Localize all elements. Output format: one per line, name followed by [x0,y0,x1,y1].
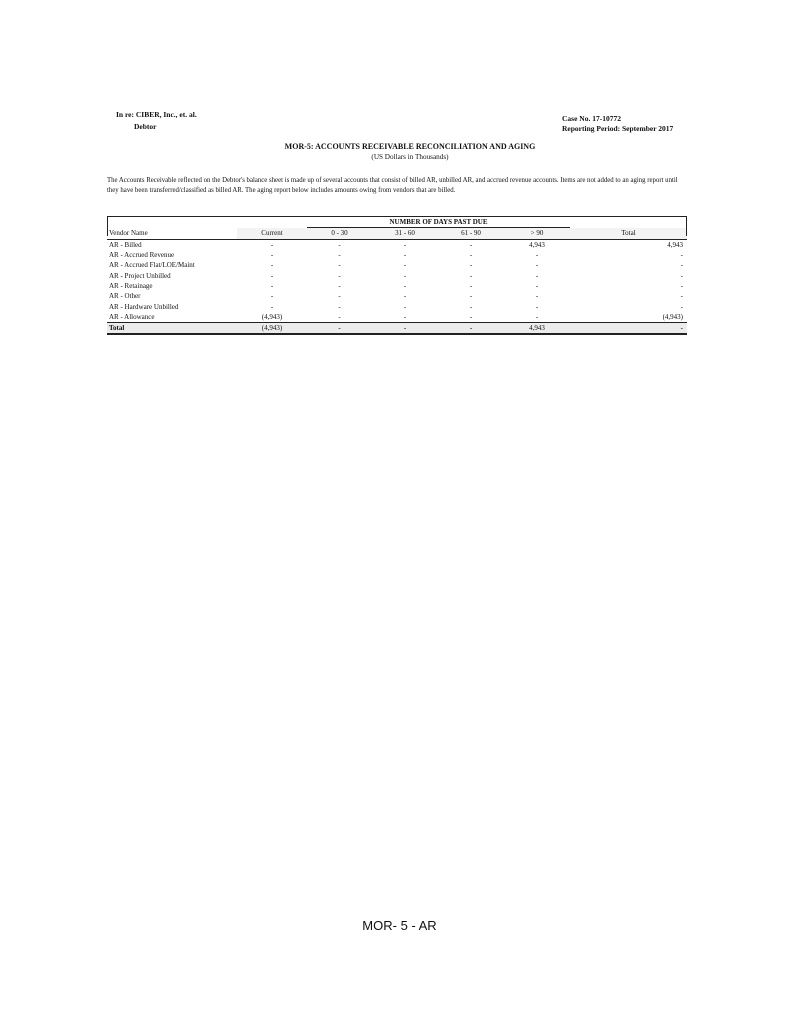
days-31-60-cell: - [403,292,407,301]
days-61-90-cell: - [469,312,473,321]
reporting-period: Reporting Period: September 2017 [562,124,674,133]
page-title: MOR-5: ACCOUNTS RECEIVABLE RECONCILIATION AND AGING [284,142,536,151]
days-over-90-cell: - [535,312,539,321]
case-header [562,114,673,134]
days-0-30-cell: - [338,271,341,280]
debtor-header [116,109,197,133]
days-31-60-cell: - [403,312,407,321]
vendor-name-cell: AR - Project Unbilled [109,271,171,280]
page-subtitle: (US Dollars in Thousands) [371,153,449,161]
days-over-90-cell: - [535,292,539,301]
table-row [107,239,687,250]
column-header: 31 - 60 [372,228,438,239]
current-cell: - [270,251,274,260]
days-31-60-cell: - [403,302,407,311]
days-0-30-cell: - [338,261,341,270]
days-over-90-cell: - [535,271,539,280]
table-group-header-row [107,217,687,228]
days-0-30-cell: - [338,251,341,260]
ar-aging-table [107,216,687,335]
current-cell: - [270,240,274,249]
debtor-label: Debtor [134,122,157,131]
table-column-header-row [107,228,687,239]
days-61-90-cell: - [469,240,473,249]
group-header-blank [237,217,307,228]
total-current-cell: (4,943) [237,322,307,334]
case-caption: In re: CIBER, Inc., et. al. [116,110,197,119]
table-row [107,260,687,270]
days-31-60-cell: - [403,251,407,260]
days-61-90-cell: - [469,292,473,301]
table-row [107,312,687,323]
current-cell: - [270,261,274,270]
column-header: Current [237,228,307,239]
column-header: 61 - 90 [438,228,504,239]
days-61-90-cell: - [469,261,473,270]
vendor-name-cell: AR - Retainage [109,281,153,290]
table-left-border [107,216,108,236]
total-cell: - [680,271,684,280]
table-row [107,301,687,311]
table-row [107,250,687,260]
description-paragraph: The Accounts Receivable reflected on the Debtor's balance sheet is made up of several accounts that consist of billed AR, unbilled AR, and accrued revenue accounts. Items are not added to an aging report until they have been transferred/classified as billed AR. The aging report below includes amounts owing from vendors that are billed. [107,177,678,194]
total-cell: - [680,292,684,301]
total-days-over-90-cell: 4,943 [504,322,570,334]
total-cell: - [680,281,684,290]
days-0-30-cell: - [338,302,341,311]
total-cell: (4,943) [662,312,684,321]
days-over-90-cell: - [535,302,539,311]
days-31-60-cell: - [403,261,407,270]
ar-aging-table-container [107,216,687,335]
current-cell: (4,943) [261,312,283,321]
table-row [107,291,687,301]
page-footer-label: MOR- 5 - AR [362,918,437,933]
days-0-30-cell: - [338,240,341,249]
vendor-name-cell: AR - Accrued Revenue [109,251,175,260]
table-total-row [107,322,687,334]
group-header-blank [107,217,237,228]
total-cell: - [680,261,684,270]
case-number: Case No. 17-10772 [562,114,621,123]
days-61-90-cell: - [469,302,473,311]
total-cell: 4,943 [667,240,684,249]
column-header: Vendor Name [107,228,237,239]
vendor-name-cell: AR - Billed [109,240,142,249]
column-header: Total [570,228,687,239]
days-over-90-cell: - [535,281,539,290]
total-cell: - [680,302,684,311]
total-days-31-60-cell: - [372,322,438,334]
table-body [107,239,687,334]
current-cell: - [270,302,274,311]
grand-total-cell: - [570,322,687,334]
days-0-30-cell: - [338,292,341,301]
current-cell: - [270,281,274,290]
days-61-90-cell: - [469,281,473,290]
vendor-name-cell: AR - Hardware Unbilled [109,302,179,311]
total-days-61-90-cell: - [438,322,504,334]
column-header: 0 - 30 [307,228,372,239]
table-right-border [686,216,687,236]
vendor-name-cell: AR - Allowance [109,312,155,321]
days-31-60-cell: - [403,240,407,249]
total-days-0-30-cell: - [307,322,372,334]
days-31-60-cell: - [403,281,407,290]
days-past-due-header: NUMBER OF DAYS PAST DUE [307,217,570,228]
days-0-30-cell: - [338,312,341,321]
days-0-30-cell: - [338,281,341,290]
days-61-90-cell: - [469,271,473,280]
days-over-90-cell: 4,943 [529,240,545,249]
days-over-90-cell: - [535,261,539,270]
table-row [107,281,687,291]
current-cell: - [270,292,274,301]
total-label-cell: Total [107,322,237,334]
group-header-blank [570,217,687,228]
table-row [107,270,687,280]
days-61-90-cell: - [469,251,473,260]
vendor-name-cell: AR - Accrued Flat/LOE/Maint [109,261,195,270]
total-cell: - [680,251,684,260]
vendor-name-cell: AR - Other [109,292,141,301]
days-31-60-cell: - [403,271,407,280]
current-cell: - [270,271,274,280]
days-over-90-cell: - [535,251,539,260]
column-header: > 90 [504,228,570,239]
